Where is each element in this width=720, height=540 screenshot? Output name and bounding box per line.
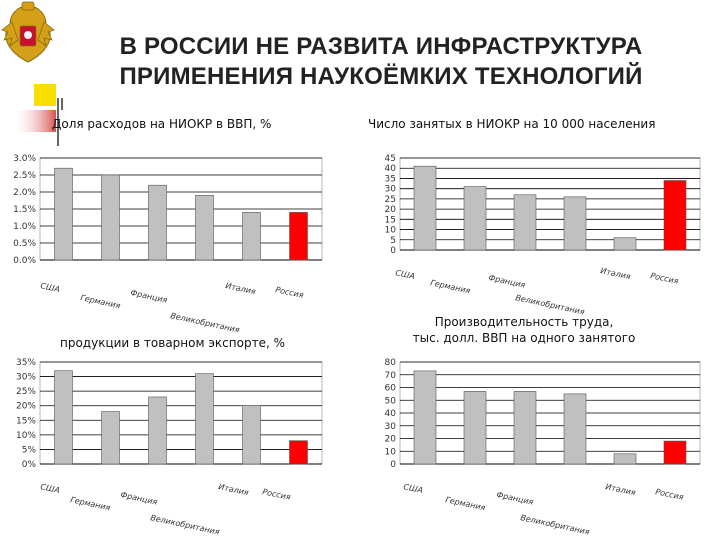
y-tick-label: 35%	[15, 358, 36, 368]
bar	[243, 212, 261, 260]
y-tick-label: 70	[384, 370, 396, 381]
y-tick-label: 3.0%	[13, 154, 36, 164]
y-tick-label: 30	[384, 421, 396, 432]
y-tick-label: 40	[384, 164, 396, 175]
y-tick-label: 20%	[15, 401, 36, 412]
bar	[149, 397, 167, 464]
chart-4-title	[404, 314, 644, 346]
category-label: Германия	[444, 495, 487, 513]
y-tick-label: 2.0%	[13, 188, 36, 198]
y-tick-label: 0	[390, 246, 396, 256]
y-tick-label: 0.0%	[13, 256, 36, 266]
category-label: Италия	[604, 482, 637, 498]
chart-rnd-spending	[0, 140, 360, 335]
category-label: Великобритания	[519, 513, 591, 537]
bar	[102, 412, 120, 464]
y-tick-label: 2.5%	[13, 171, 36, 181]
y-tick-label: 10	[384, 447, 396, 458]
bar	[414, 371, 436, 464]
y-tick-label: 45	[384, 154, 396, 164]
bar-highlight	[290, 212, 308, 260]
bar	[243, 406, 261, 464]
chart-hightech-exports	[0, 352, 360, 540]
chart-3-title: продукции в товарном экспорте, %	[60, 336, 285, 350]
chart-4-title-line-1: Производительность труда,	[434, 315, 614, 329]
category-label: Россия	[261, 487, 292, 502]
category-label: США	[39, 281, 61, 295]
category-label: Италия	[224, 281, 257, 297]
y-tick-label: 0.5%	[13, 239, 36, 249]
category-label: Великобритания	[514, 293, 586, 317]
category-label: США	[39, 482, 61, 496]
y-tick-label: 80	[384, 358, 396, 368]
bar	[464, 187, 486, 250]
y-tick-label: 30%	[15, 372, 36, 383]
bar	[614, 238, 636, 250]
category-label: Франция	[487, 273, 527, 290]
category-label: Великобритания	[169, 311, 241, 335]
bar	[149, 185, 167, 260]
y-tick-label: 10%	[15, 430, 36, 441]
y-tick-label: 1.0%	[13, 222, 36, 232]
bar-highlight	[664, 441, 686, 464]
y-tick-label: 50	[384, 396, 396, 407]
category-label: Франция	[495, 490, 535, 507]
bar	[102, 175, 120, 260]
category-label: Италия	[599, 266, 632, 282]
bar	[514, 391, 536, 464]
bar-highlight	[290, 441, 308, 464]
y-tick-label: 1.5%	[13, 205, 36, 215]
chart-labor-productivity	[360, 352, 720, 540]
chart-rnd-employees	[360, 140, 720, 317]
page-title	[56, 32, 706, 92]
page-title-line-2: ПРИМЕНЕНИЯ НАУКОЁМКИХ ТЕХНОЛОГИЙ	[119, 63, 643, 90]
y-tick-label: 10	[384, 225, 396, 236]
coat-of-arms-emblem	[0, 0, 56, 68]
y-tick-label: 60	[384, 383, 396, 394]
y-tick-label: 5%	[21, 445, 36, 456]
y-tick-label: 15%	[15, 416, 36, 427]
y-tick-label: 30	[384, 184, 396, 195]
y-tick-label: 25	[384, 194, 396, 205]
chart-1-title: Доля расходов на НИОКР в ВВП, %	[52, 117, 272, 131]
category-label: Италия	[217, 482, 250, 498]
bar	[55, 371, 73, 464]
bar	[564, 197, 586, 250]
plot-area	[400, 158, 700, 250]
category-label: Великобритания	[149, 513, 221, 537]
y-tick-label: 0%	[21, 460, 36, 470]
category-label: Россия	[654, 487, 685, 502]
page-title-line-1: В РОССИИ НЕ РАЗВИТА ИНФРАСТРУКТУРА	[119, 33, 643, 60]
decorative-squares	[0, 84, 80, 146]
y-tick-label: 15	[384, 215, 396, 226]
bar	[55, 168, 73, 260]
category-label: Франция	[119, 490, 159, 507]
category-label: Германия	[69, 495, 112, 513]
category-label: Россия	[274, 285, 305, 300]
category-label: США	[402, 482, 424, 496]
bar-highlight	[664, 180, 686, 250]
y-tick-label: 40	[384, 409, 396, 419]
y-tick-label: 20	[384, 434, 396, 445]
category-label: Россия	[649, 271, 680, 286]
bar	[614, 454, 636, 464]
category-label: Германия	[429, 278, 472, 296]
y-tick-label: 35	[384, 174, 396, 185]
bar	[196, 374, 214, 464]
y-tick-label: 0	[390, 460, 396, 470]
bar	[514, 195, 536, 250]
chart-2-title: Число занятых в НИОКР на 10 000 населения	[368, 117, 656, 131]
bar	[564, 394, 586, 464]
y-tick-label: 5	[390, 235, 396, 246]
y-tick-label: 20	[384, 205, 396, 216]
bar	[464, 391, 486, 464]
category-label: Франция	[129, 288, 169, 305]
plot-area	[40, 362, 322, 464]
bar	[414, 166, 436, 250]
category-label: США	[394, 268, 416, 282]
bar	[196, 195, 214, 260]
y-tick-label: 25%	[15, 387, 36, 398]
category-label: Германия	[79, 293, 122, 311]
chart-4-title-line-2: тыс. долл. ВВП на одного занятого	[412, 331, 636, 345]
